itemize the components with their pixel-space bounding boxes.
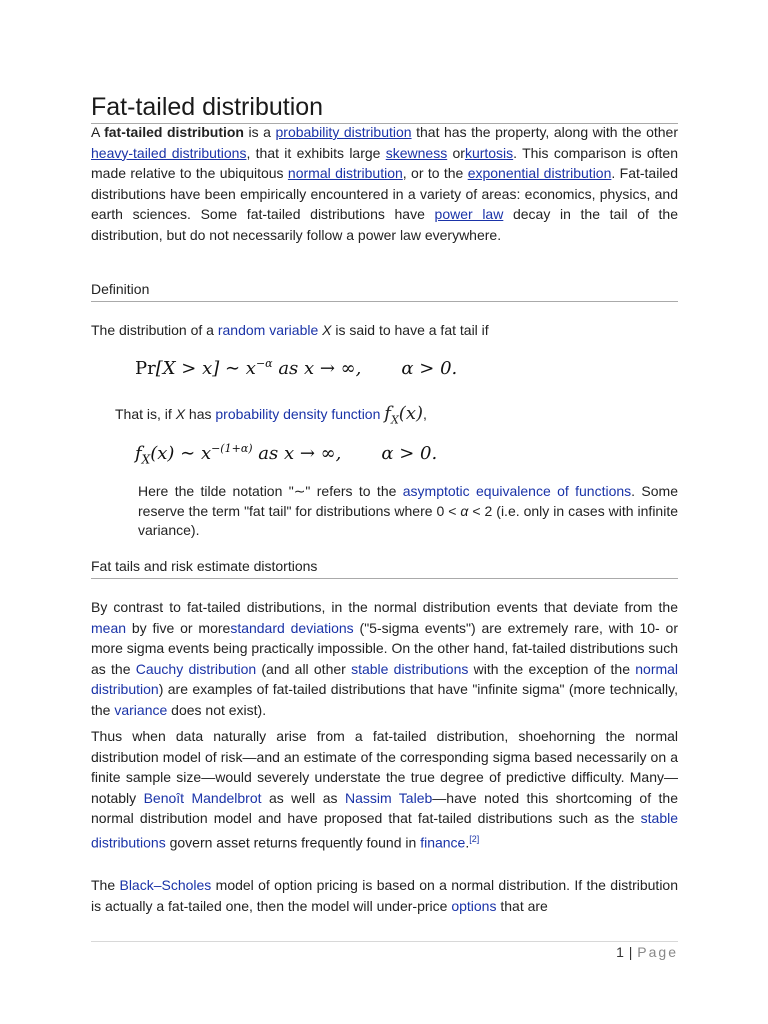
text: Thus when data naturally arise from a fat-tailed distribution, shoehorning the normal distribution model of risk—and an estimate of the corresponding sigma based necessarily on a finite sample size—would severely understate the true degree of predictive difficulty. Many—notably xyxy=(91,728,678,806)
section-heading-risk: Fat tails and risk estimate distortions xyxy=(91,558,318,574)
text: , that it exhibits large xyxy=(246,144,386,161)
link-heavy-tailed-distributions[interactable]: heavy-tailed distributions xyxy=(91,144,247,161)
formula-text: [X > x] ∼ x xyxy=(155,358,256,379)
citation-link[interactable]: [2] xyxy=(469,833,480,844)
formula-text: (x) ∼ x xyxy=(150,443,212,464)
text: . This comparison is often made relative to the ubiquitous xyxy=(91,144,678,181)
link-probability-distribution[interactable]: probability distribution xyxy=(275,124,412,140)
risk-paragraph-2 xyxy=(91,726,678,853)
text: , or to the xyxy=(402,165,468,181)
text: that has the property, along with the other xyxy=(411,124,678,140)
text: (and all other xyxy=(256,660,352,677)
formula-tail-probability xyxy=(135,357,457,379)
text: with the exception of the xyxy=(468,660,636,677)
text: ) are examples of fat-tailed distributions that have "infinite sigma" (more technically, the xyxy=(91,681,678,718)
text: model of option pricing is based on a normal distribution. If the distribution is actually a fat-tailed one, then the model will under-price xyxy=(91,877,679,914)
text: . Some reserve the term "fat tail" for distributions where 0 < xyxy=(138,483,678,519)
link-stable-distributions[interactable]: stable distributions xyxy=(91,810,678,851)
formula-condition: α > 0. xyxy=(401,358,458,379)
variable: α xyxy=(460,502,469,519)
text: that are xyxy=(496,897,548,914)
section-divider xyxy=(91,578,678,579)
link-mean[interactable]: mean xyxy=(91,619,127,636)
formula-exponent: −(1+α) xyxy=(211,442,253,455)
text: That is, if xyxy=(115,406,176,422)
text: is said to have a fat tail if xyxy=(331,322,489,338)
black-scholes-paragraph xyxy=(91,875,678,916)
variable: X xyxy=(175,406,186,422)
formula-subscript: X xyxy=(390,413,399,427)
link-finance[interactable]: finance xyxy=(420,834,466,851)
risk-paragraph-1 xyxy=(91,597,678,720)
text: . Fat-tailed distributions have been empirically encountered in a variety of areas: economics, physics, and earth sciences. Some fat-tailed distributions have xyxy=(91,165,678,222)
link-black-scholes[interactable]: Black–Scholes xyxy=(119,877,212,893)
link-options[interactable]: options xyxy=(451,897,497,914)
link-cauchy-distribution[interactable]: Cauchy distribution xyxy=(135,660,257,677)
link-variance[interactable]: variance xyxy=(114,701,168,718)
variable: X xyxy=(322,322,332,338)
text: , xyxy=(423,406,427,422)
formula-text: Pr xyxy=(135,358,156,379)
link-nassim-taleb[interactable]: Nassim Taleb xyxy=(344,789,433,806)
link-asymptotic-equivalence[interactable]: asymptotic equivalence of functions xyxy=(402,483,632,499)
link-standard-deviations[interactable]: standard deviations xyxy=(230,619,354,636)
page-footer xyxy=(616,944,678,960)
formula-text: as x → ∞, xyxy=(252,443,342,464)
link-normal-distribution[interactable]: normal distribution xyxy=(91,660,679,697)
text: or xyxy=(447,144,465,161)
intro-paragraph xyxy=(91,122,678,245)
link-stable-distributions[interactable]: stable distributions xyxy=(351,660,469,677)
footer-separator: | xyxy=(624,944,638,960)
text: Here the tilde notation "∼" refers to the xyxy=(138,483,403,499)
text: does not exist). xyxy=(167,701,267,718)
text: The distribution of a xyxy=(91,322,218,338)
page-number: 1 xyxy=(616,944,625,960)
link-power-law[interactable]: power law xyxy=(434,206,504,222)
formula-subscript: X xyxy=(141,452,151,467)
tilde-note-paragraph xyxy=(138,482,678,541)
text: decay in the tail of the distribution, but do not necessarily follow a power law everywhere. xyxy=(91,206,679,243)
page-label: Page xyxy=(637,944,678,960)
section-heading-definition: Definition xyxy=(91,281,150,297)
inline-formula xyxy=(384,403,423,427)
text: has xyxy=(185,406,216,422)
section-divider xyxy=(91,301,678,302)
text: The xyxy=(91,877,120,893)
density-sentence xyxy=(115,403,427,427)
formula-text: f xyxy=(135,443,142,464)
text: ("5-sigma events") are extremely rare, with 10- or more sigma events being practically impossible. On the other hand, fat-tailed distributions such as the xyxy=(91,619,678,677)
formula-density xyxy=(135,442,437,467)
text: is a xyxy=(243,124,276,140)
formula-exponent: −α xyxy=(255,357,273,370)
link-exponential-distribution[interactable]: exponential distribution xyxy=(467,165,612,181)
link-random-variable[interactable]: random variable xyxy=(217,322,319,338)
text: —have noted this shortcoming of the normal distribution model and have proposed that fat-tailed distributions such as the xyxy=(91,789,679,826)
text: < 2 (i.e. only in cases with infinite variance). xyxy=(138,502,679,538)
text: A xyxy=(91,124,105,140)
text: by five or more xyxy=(126,619,231,636)
formula-text: f xyxy=(384,403,391,424)
footer-divider xyxy=(91,941,678,942)
link-normal-distribution[interactable]: normal distribution xyxy=(287,165,403,181)
formula-text: as x → ∞, xyxy=(272,358,362,379)
formula-text: (x) xyxy=(398,403,423,424)
text: as well as xyxy=(261,789,345,806)
link-kurtosis[interactable]: kurtosis xyxy=(464,144,514,161)
page-title: Fat-tailed distribution xyxy=(91,93,324,121)
text: . xyxy=(465,834,470,851)
term-bold: fat-tailed distribution xyxy=(104,124,244,140)
link-skewness[interactable]: skewness xyxy=(385,144,448,161)
link-benoit-mandelbrot[interactable]: Benoît Mandelbrot xyxy=(143,789,262,806)
definition-paragraph xyxy=(91,320,678,341)
text: By contrast to fat-tailed distributions, in the normal distribution events that deviate from the xyxy=(91,599,678,615)
formula-condition: α > 0. xyxy=(381,443,438,464)
text: govern asset returns frequently found in xyxy=(165,834,421,851)
link-probability-density-function[interactable]: probability density function xyxy=(215,406,381,422)
